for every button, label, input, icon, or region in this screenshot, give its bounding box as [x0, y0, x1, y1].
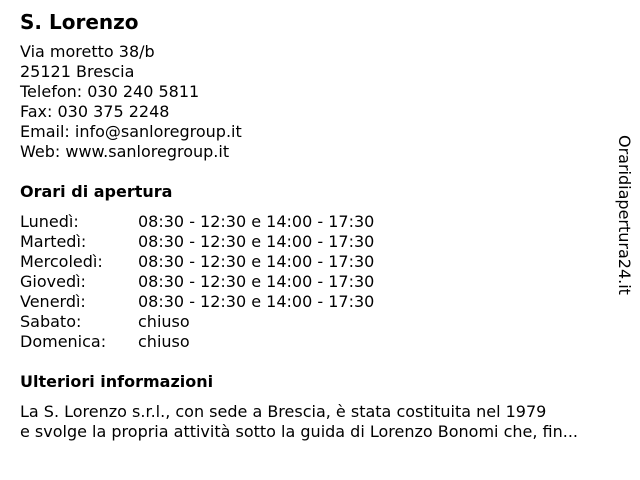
web-line [20, 142, 620, 162]
email-link[interactable]: info@sanloregroup.it [74, 122, 242, 141]
address-line-street: Via moretto 38/b [20, 42, 155, 61]
hours-time: 08:30 - 12:30 e 14:00 - 17:30 [138, 232, 375, 251]
phone-label: Telefon: [20, 82, 83, 101]
phone-number[interactable]: 030 240 5811 [87, 82, 200, 101]
hours-row-tuesday [20, 232, 620, 252]
phone-line [20, 82, 620, 102]
email-line [20, 122, 620, 142]
hours-row-friday [20, 292, 620, 312]
web-label: Web: [20, 142, 61, 161]
hours-day: Mercoledì: [20, 252, 103, 271]
site-watermark: Oraridiapertura24.it [615, 135, 634, 295]
opening-hours-heading: Orari di apertura [20, 182, 173, 201]
hours-time: chiuso [138, 312, 190, 331]
hours-time: 08:30 - 12:30 e 14:00 - 17:30 [138, 252, 375, 271]
hours-day: Domenica: [20, 332, 107, 351]
hours-time: 08:30 - 12:30 e 14:00 - 17:30 [138, 212, 375, 231]
hours-day: Sabato: [20, 312, 82, 331]
hours-day: Venerdì: [20, 292, 86, 311]
hours-time: chiuso [138, 332, 190, 351]
business-card [20, 8, 620, 442]
hours-day: Giovedì: [20, 272, 86, 291]
hours-row-sunday [20, 332, 620, 352]
hours-row-saturday [20, 312, 620, 332]
more-info-heading: Ulteriori informazioni [20, 372, 214, 391]
hours-day: Lunedì: [20, 212, 79, 231]
info-text-line-2: e svolge la propria attività sotto la guida di Lorenzo Bonomi che, fin... [20, 422, 579, 441]
hours-row-wednesday [20, 252, 620, 272]
address-line-city: 25121 Brescia [20, 62, 135, 81]
business-name: S. Lorenzo [20, 10, 139, 34]
hours-day: Martedì: [20, 232, 87, 251]
fax-label: Fax: [20, 102, 53, 121]
email-label: Email: [20, 122, 70, 141]
opening-hours-table [20, 212, 620, 352]
web-link[interactable]: www.sanloregroup.it [65, 142, 230, 161]
hours-row-monday [20, 212, 620, 232]
fax-number: 030 375 2248 [57, 102, 170, 121]
hours-row-thursday [20, 272, 620, 292]
hours-time: 08:30 - 12:30 e 14:00 - 17:30 [138, 292, 375, 311]
info-text-line-1: La S. Lorenzo s.r.l., con sede a Brescia, è stata costituita nel 1979 [20, 402, 547, 421]
fax-line [20, 102, 620, 122]
hours-time: 08:30 - 12:30 e 14:00 - 17:30 [138, 272, 375, 291]
